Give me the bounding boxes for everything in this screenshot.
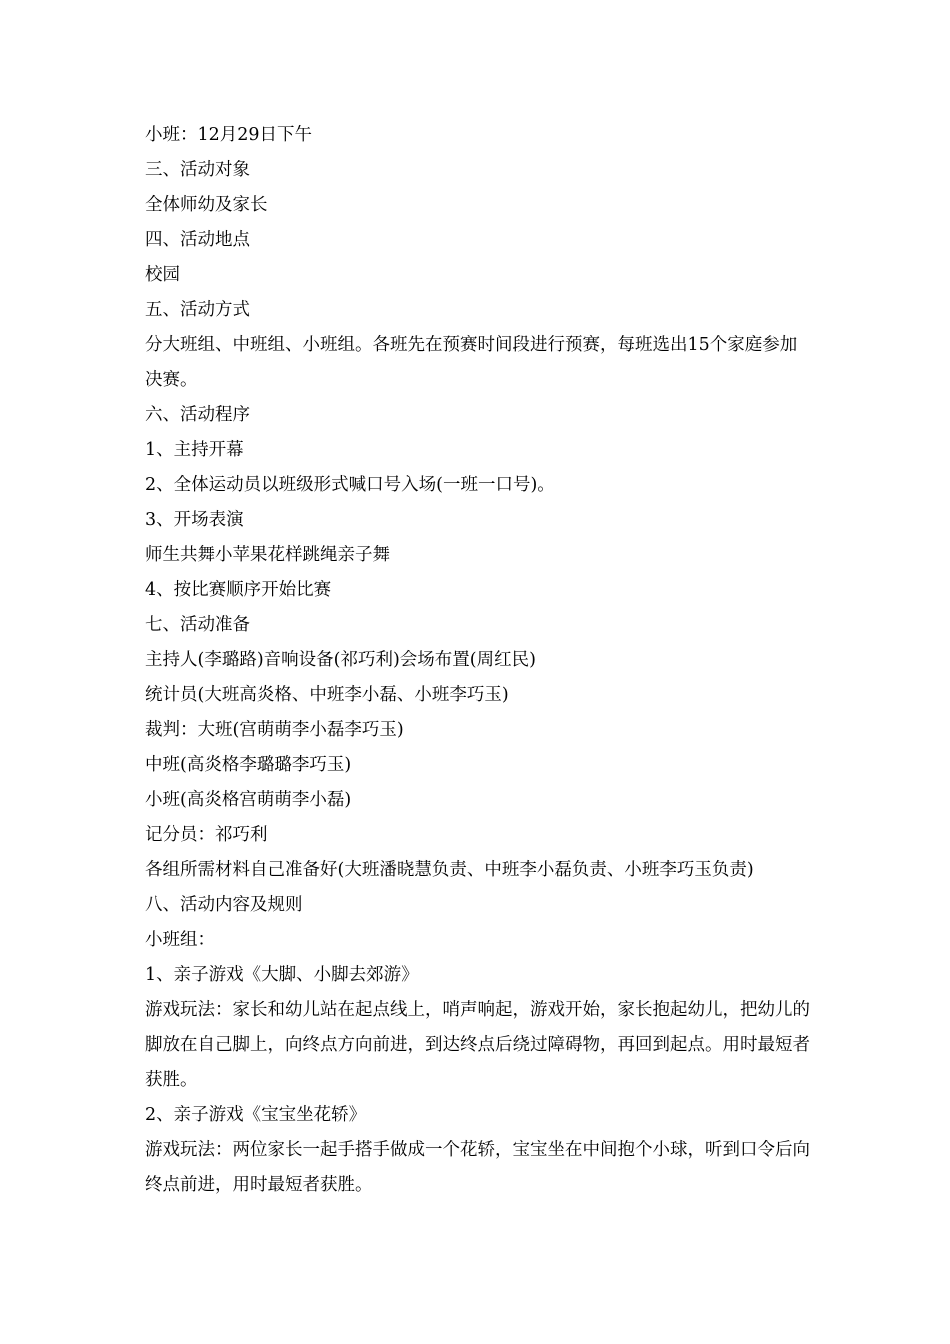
- section-heading-participants: 三、活动对象: [145, 160, 250, 180]
- staff-line: 主持人(李璐路)音响设备(祁巧利)会场布置(周红民): [145, 650, 536, 670]
- section-heading-procedure: 六、活动程序: [145, 405, 250, 425]
- staff-line: 裁判：大班(宫萌萌李小磊李巧玉): [145, 720, 404, 740]
- section-heading-rules: 八、活动内容及规则: [145, 895, 303, 915]
- procedure-item: 3、开场表演: [145, 510, 244, 530]
- game-title: 2、亲子游戏《宝宝坐花轿》: [145, 1105, 367, 1125]
- procedure-item: 1、主持开幕: [145, 440, 244, 460]
- staff-line: 中班(高炎格李璐璐李巧玉): [145, 755, 352, 775]
- location-text: 校园: [145, 265, 180, 285]
- performance-text: 师生共舞小苹果花样跳绳亲子舞: [145, 545, 390, 565]
- group-label: 小班组：: [145, 930, 215, 950]
- staff-line: 小班(高炎格宫萌萌李小磊): [145, 790, 352, 810]
- game-title: 1、亲子游戏《大脚、小脚去郊游》: [145, 965, 419, 985]
- section-heading-preparation: 七、活动准备: [145, 615, 250, 635]
- schedule-small-class: 小班：12月29日下午: [145, 125, 313, 145]
- materials-line: 各组所需材料自己准备好(大班潘晓慧负责、中班李小磊负责、小班李巧玉负责): [145, 860, 754, 880]
- format-paragraph: 分大班组、中班组、小班组。各班先在预赛时间段进行预赛，每班选出15个家庭参加决赛。: [145, 335, 798, 390]
- participants-text: 全体师幼及家长: [145, 195, 268, 215]
- section-heading-location: 四、活动地点: [145, 230, 250, 250]
- staff-line: 统计员(大班高炎格、中班李小磊、小班李巧玉): [145, 685, 509, 705]
- procedure-item: 4、按比赛顺序开始比赛: [145, 580, 332, 600]
- procedure-item: 2、全体运动员以班级形式喊口号入场(一班一口号)。: [145, 475, 555, 495]
- section-heading-format: 五、活动方式: [145, 300, 250, 320]
- game-rules-paragraph: 游戏玩法：两位家长一起手搭手做成一个花轿，宝宝坐在中间抱个小球，听到口令后向终点前进，用时最短者获胜。: [145, 1140, 810, 1195]
- game-rules-paragraph: 游戏玩法：家长和幼儿站在起点线上，哨声响起，游戏开始，家长抱起幼儿，把幼儿的脚放在自己脚上，向终点方向前进，到达终点后绕过障碍物，再回到起点。用时最短者获胜。: [145, 1000, 810, 1090]
- document-body: [145, 118, 810, 1203]
- staff-line: 记分员：祁巧利: [145, 825, 268, 845]
